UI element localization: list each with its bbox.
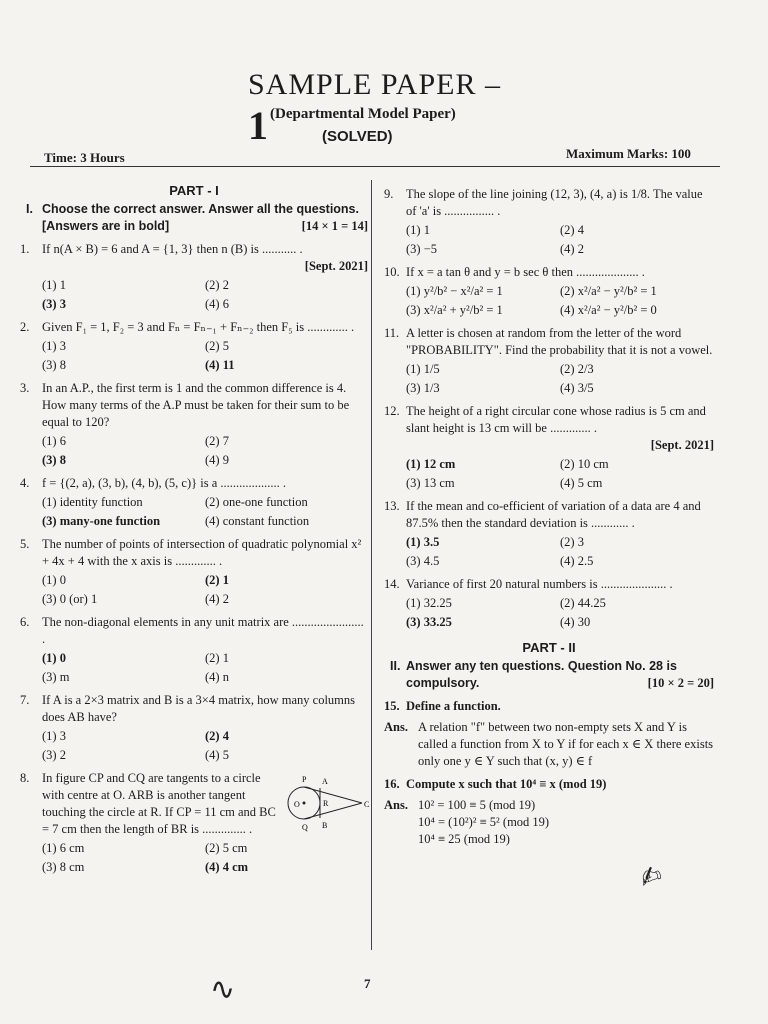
figure-label: O xyxy=(294,800,300,809)
question xyxy=(384,264,714,281)
question xyxy=(384,576,714,593)
tangent-circle-figure xyxy=(282,770,368,836)
question: 15. Define a function. xyxy=(384,699,501,713)
option: (2) 44.25 xyxy=(560,596,606,610)
option: (4) 2.5 xyxy=(560,554,594,568)
question xyxy=(384,403,714,454)
answer-options xyxy=(20,650,368,686)
option: (3) 33.25 xyxy=(406,615,452,629)
question xyxy=(20,475,368,492)
option: (4) 30 xyxy=(560,615,591,629)
option: (2) 5 xyxy=(205,339,229,353)
option: (2) 7 xyxy=(205,434,229,448)
answer-options xyxy=(384,283,714,319)
exam-reference-tag: [Sept. 2021] xyxy=(304,259,368,273)
question-text: A letter is chosen at random from the letter of the word "PROBABILITY". Find the probability that it is not a vowel. xyxy=(406,326,713,357)
question-text: In an A.P., the first term is 1 and the common difference is 4. How many terms of the A.P must be taken for their sum to be equal to 120? xyxy=(42,381,350,429)
answer-options xyxy=(20,572,368,608)
question-text: The number of points of intersection of quadratic polynomial x² + 4x + 4 with the x axis is ............. . xyxy=(42,537,362,568)
answer-options xyxy=(384,456,714,492)
answer-options xyxy=(384,361,714,397)
part-heading: PART - II xyxy=(522,640,576,655)
option: (1) 1/5 xyxy=(406,362,440,376)
question xyxy=(20,319,368,336)
question-text: If n(A × B) = 6 and A = {1, 3} then n (B) is ........... . xyxy=(42,242,303,256)
option: (2) 4 xyxy=(560,223,584,237)
question xyxy=(20,241,368,275)
figure-label: R xyxy=(323,799,329,808)
answer-options xyxy=(384,534,714,570)
answer-options xyxy=(20,338,368,374)
option: (1) 3.5 xyxy=(406,535,440,549)
option: (3) 8 xyxy=(42,358,66,372)
column-divider xyxy=(371,180,372,950)
answer: Ans. 10² = 100 ≡ 5 (mod 19) 10⁴ = (10²)² ≡ 5² (mod 19) 10⁴ ≡ 25 (mod 19) xyxy=(384,797,714,848)
figure-label: B xyxy=(322,821,328,830)
option: (1) 0 xyxy=(42,651,66,665)
option: (1) 6 cm xyxy=(42,841,85,855)
figure-label: C xyxy=(364,800,370,809)
option: (3) 0 (or) 1 xyxy=(42,592,98,606)
question xyxy=(20,536,368,570)
time-label: Time: 3 Hours xyxy=(44,150,125,165)
question xyxy=(384,498,714,532)
figure-label: A xyxy=(322,777,328,786)
option: (2) 5 cm xyxy=(205,841,248,855)
option: (4) 3/5 xyxy=(560,381,594,395)
option: (2) 1 xyxy=(205,573,229,587)
option: (4) 5 cm xyxy=(560,476,603,490)
answer-line: 10² = 100 ≡ 5 (mod 19) xyxy=(418,798,536,812)
option: (2) one-one function xyxy=(205,495,308,509)
option: (4) constant function xyxy=(205,514,310,528)
answer-line: 10⁴ = (10²)² ≡ 5² (mod 19) xyxy=(418,815,550,829)
answer-options xyxy=(20,728,368,764)
question-number: 7. xyxy=(20,693,30,707)
option: (3) 1/3 xyxy=(406,381,440,395)
handwritten-scribble: ✍ xyxy=(635,859,667,895)
option: (3) 3 xyxy=(42,297,66,311)
option: (1) 1 xyxy=(406,223,430,237)
section-marks: [14 × 1 = 14] xyxy=(301,219,368,233)
question xyxy=(20,692,368,726)
question-number: 8. xyxy=(20,771,30,785)
part-heading: PART - I xyxy=(169,183,219,198)
answer-options xyxy=(384,222,714,258)
option: (3) m xyxy=(42,670,70,684)
figure-label: Q xyxy=(302,823,308,832)
exam-reference-tag: [Sept. 2021] xyxy=(650,438,714,452)
question-number: 4. xyxy=(20,476,30,490)
question-text: Given F₁ = 1, F₂ = 3 and Fₙ = Fₙ₋₁ + Fₙ₋₂ then F₅ is ............. . xyxy=(42,320,355,334)
question xyxy=(384,325,714,359)
option: (2) x²/a² − y²/b² = 1 xyxy=(560,284,657,298)
question-number: 3. xyxy=(20,381,30,395)
question-number: 5. xyxy=(20,537,30,551)
figure-label: P xyxy=(302,775,307,784)
question-text: f = {(2, a), (3, b), (4, b), (5, c)} is a ................... . xyxy=(42,476,286,490)
question-number: 14. xyxy=(384,577,400,591)
option: (3) x²/a² + y²/b² = 1 xyxy=(406,303,503,317)
option: (3) 13 cm xyxy=(406,476,455,490)
option: (2) 3 xyxy=(560,535,584,549)
handwritten-scribble: ∿ xyxy=(210,972,236,1007)
right-column xyxy=(384,180,714,848)
section-instruction: I. Choose the correct answer. Answer all the questions. [Answers are in bold] [14 × 1 = 14] xyxy=(26,202,368,233)
section-instruction: II. Answer any ten questions. Question No. 28 is compulsory. [10 × 2 = 20] xyxy=(390,659,714,690)
answer-options xyxy=(384,595,714,631)
solved-label: (SOLVED) xyxy=(322,128,393,145)
question-number: 12. xyxy=(384,404,400,418)
option: (4) 2 xyxy=(560,242,584,256)
option: (1) 12 cm xyxy=(406,457,456,471)
question-text: In figure CP and CQ are tangents to a circle with centre at O. ARB is another tangent touching the circle at R. If CP = 11 cm and BC = 7 cm then the length of BR is .............. . xyxy=(42,771,276,836)
section-marks: [10 × 2 = 20] xyxy=(647,676,714,690)
option: (2) 10 cm xyxy=(560,457,609,471)
question xyxy=(20,380,368,431)
question-number: 1. xyxy=(20,242,30,256)
page-number: 7 xyxy=(364,976,371,991)
option: (4) 5 xyxy=(205,748,229,762)
option: (4) 9 xyxy=(205,453,229,467)
question xyxy=(384,186,714,220)
option: (4) 6 xyxy=(205,297,229,311)
option: (3) 4.5 xyxy=(406,554,440,568)
question-text: The height of a right circular cone whose radius is 5 cm and slant height is 13 cm will be ............. . xyxy=(406,404,706,435)
max-marks-label: Maximum Marks: 100 xyxy=(566,146,691,161)
option: (2) 2/3 xyxy=(560,362,594,376)
question-text: The slope of the line joining (12, 3), (4, a) is 1/8. The value of 'a' is ................ . xyxy=(406,187,703,218)
question-number: 10. xyxy=(384,265,400,279)
answer-options xyxy=(20,277,368,313)
option: (4) 11 xyxy=(205,358,235,372)
option: (4) 2 xyxy=(205,592,229,606)
answer-line: 10⁴ ≡ 25 (mod 19) xyxy=(418,832,510,846)
question-number: 9. xyxy=(384,187,394,201)
option: (3) 8 cm xyxy=(42,860,85,874)
question-text: If A is a 2×3 matrix and B is a 3×4 matrix, how many columns does AB have? xyxy=(42,693,356,724)
answer-options xyxy=(20,494,368,530)
option: (2) 2 xyxy=(205,278,229,292)
option: (3) 2 xyxy=(42,748,66,762)
question-text: If x = a tan θ and y = b sec θ then .................... . xyxy=(406,265,645,279)
answer: Ans. A relation "f" between two non-empty sets X and Y is called a function from X to Y if for each x ∈ X there exists only one y ∈ Y such that (x, y) ∈ f xyxy=(384,720,714,768)
option: (1) 3 xyxy=(42,339,66,353)
option: (2) 1 xyxy=(205,651,229,665)
question-number: 2. xyxy=(20,320,30,334)
option: (4) 4 cm xyxy=(205,860,249,874)
option: (1) 3 xyxy=(42,729,66,743)
option: (3) 8 xyxy=(42,453,66,467)
option: (1) 6 xyxy=(42,434,66,448)
option: (4) n xyxy=(205,670,229,684)
page-title: SAMPLE PAPER – 1 xyxy=(248,68,501,148)
question-number: 11. xyxy=(384,326,400,340)
header-divider xyxy=(30,166,720,167)
option: (4) x²/a² − y²/b² = 0 xyxy=(560,303,657,317)
option: (2) 4 xyxy=(205,729,229,743)
option: (3) many-one function xyxy=(42,514,161,528)
question-text: If the mean and co-efficient of variation of a data are 4 and 87.5% then the standard deviation is ............ . xyxy=(406,499,701,530)
left-column xyxy=(20,180,368,876)
page-subtitle: (Departmental Model Paper) xyxy=(270,106,456,122)
option: (1) 32.25 xyxy=(406,596,452,610)
question-text: The non-diagonal elements in any unit matrix are ....................... . xyxy=(42,615,364,646)
option: (3) −5 xyxy=(406,242,437,256)
question xyxy=(20,614,368,648)
question-number: 13. xyxy=(384,499,400,513)
option: (1) y²/b² − x²/a² = 1 xyxy=(406,284,503,298)
answer-options xyxy=(20,840,368,876)
option: (1) 1 xyxy=(42,278,66,292)
question-text: Variance of first 20 natural numbers is ..................... . xyxy=(406,577,673,591)
question-number: 6. xyxy=(20,615,30,629)
question xyxy=(20,770,368,838)
question: 16. Compute x such that 10⁴ ≡ x (mod 19) xyxy=(384,777,607,791)
answer-options xyxy=(20,433,368,469)
option: (1) 0 xyxy=(42,573,66,587)
option: (1) identity function xyxy=(42,495,143,509)
